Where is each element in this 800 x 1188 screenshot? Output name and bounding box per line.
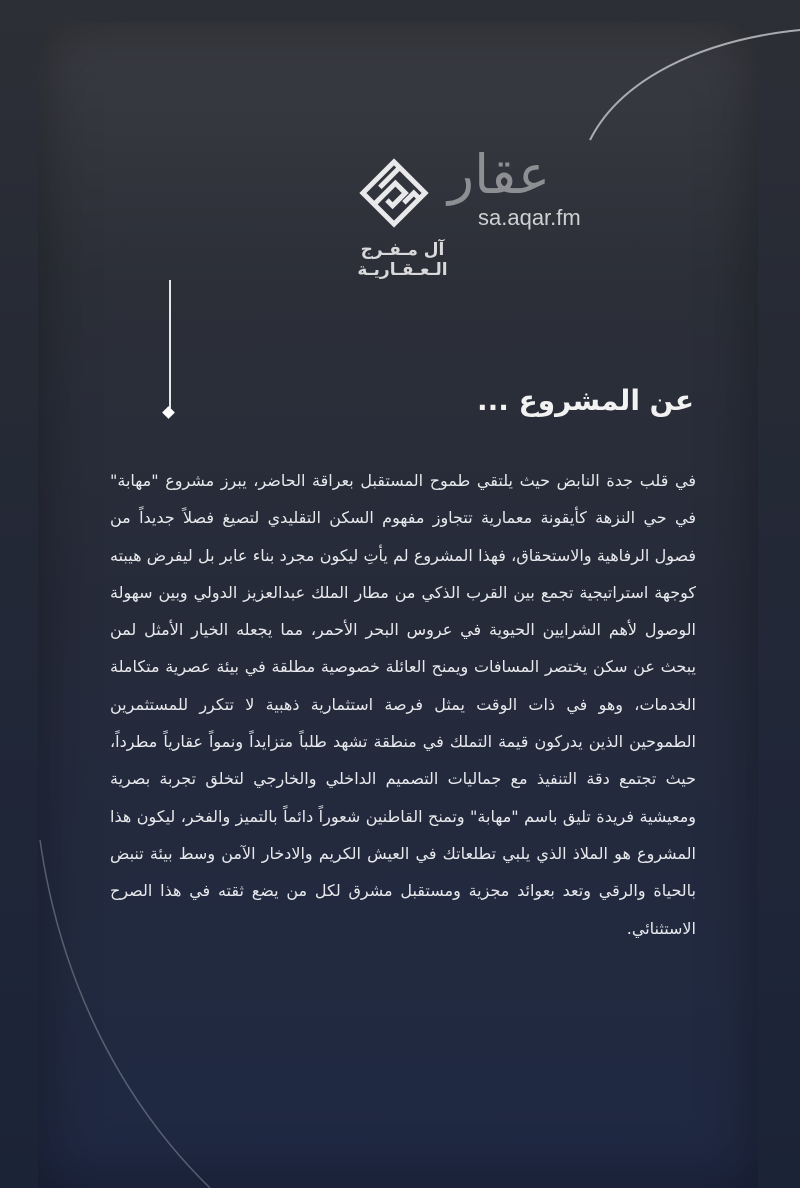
decorative-vertical-line — [169, 280, 171, 408]
logo-wordmark: عقار — [448, 143, 551, 206]
almufreh-kufic-logo-icon — [358, 157, 430, 229]
about-paragraph: في قلب جدة النابض حيث يلتقي طموح المستقبل بعراقة الحاضر، يبرز مشروع "مهابة" في حي النزهة كأيقونة معمارية تتجاوز مفهوم السكن التقليدي لتصيغ فصلاً جديداً من فصول الرفاهية والاستحقاق، فهذا المشروع لم يأتِ ليكون مجرد بناء عابر بل ليفرض هيبته كوجهة استراتيجية تجمع بين القرب الذكي من مطار الملك عبدالعزيز الدولي وبين سهولة الوصول لأهم الشرايين الحيوية في عروس البحر الأحمر، مما يجعله الخيار الأمثل لمن يبحث عن سكن يختصر المسافات ويمنح العائلة خصوصية مطلقة في بيئة عصرية متكاملة الخدمات، وهو في ذات الوقت يمثل فرصة استثمارية ذهبية لا تتكرر للمستثمرين الطموحين الذين يدركون قيمة التملك في منطقة تشهد طلباً متزايداً ونمواً عقارياً مطرداً، حيث تجتمع دقة التنفيذ مع جماليات التصميم الداخلي والخارجي لتخلق تجربة بصرية ومعيشية فريدة تليق باسم "مهابة" وتمنح القاطنين شعوراً دائماً بالتميز والفخر، ليكون هذا المشروع هو الملاذ الذي يلبي تطلعاتك في العيش الكريم والادخار الآمن وسط بيئة تنبض بالحياة والرقي وتعد بعوائد مجزية ومستقبل مشرق لكل من يضع ثقته في هذا الصرح الاستثنائي. — [110, 471, 696, 938]
section-title: عن المشروع ... — [476, 384, 694, 417]
logo-tagline: آل مـفـرج الـعـقـاريـة — [357, 240, 448, 280]
logo-url: sa.aqar.fm — [478, 205, 581, 230]
aqar-logo — [330, 143, 581, 280]
